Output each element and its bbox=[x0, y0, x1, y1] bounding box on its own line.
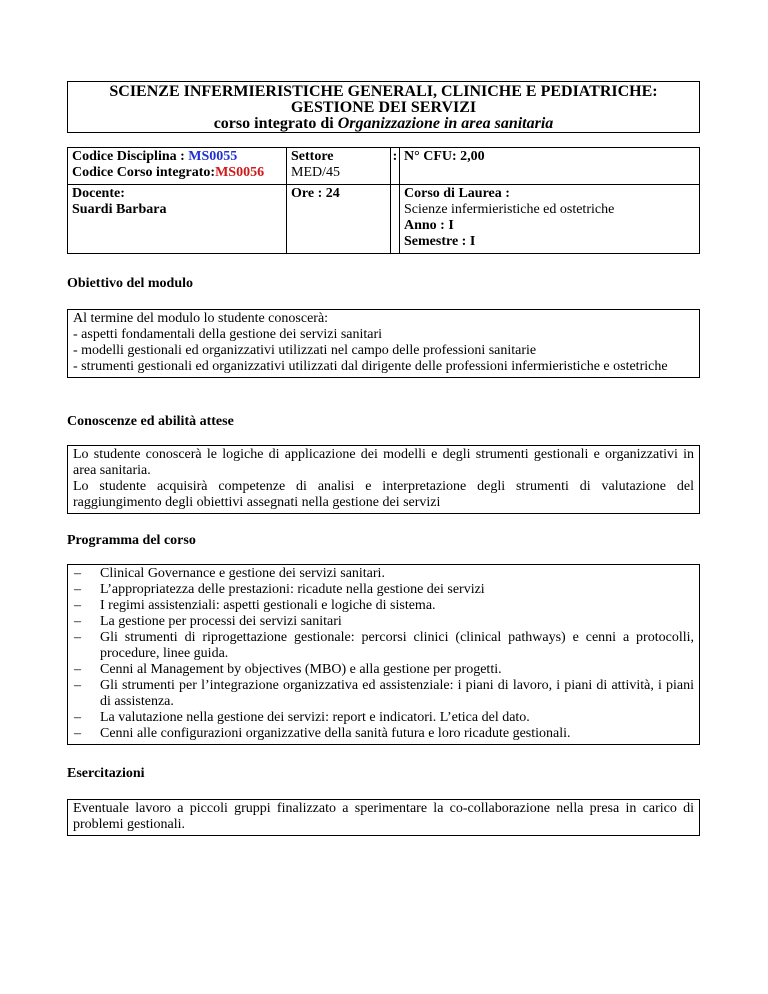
programma-list bbox=[73, 566, 694, 742]
title-line-3-prefix: corso integrato di bbox=[213, 115, 338, 132]
list-item-text: Clinical Governance e gestione dei servizi sanitari. bbox=[100, 566, 385, 581]
conoscenze-title: Conoscenze ed abilità attese bbox=[67, 414, 234, 429]
anno-value: Anno : I bbox=[404, 218, 454, 233]
list-item bbox=[73, 566, 694, 582]
list-item bbox=[73, 598, 694, 614]
list-item-text: Cenni alle configurazioni organizzative della sanità futura e loro ricadute gestionali. bbox=[100, 726, 571, 741]
esercitazioni-text: Eventuale lavoro a piccoli gruppi finalizzato a sperimentare la co-collaborazione nella presa in carico di problemi gestionali. bbox=[73, 801, 694, 832]
list-item-text: Gli strumenti per l’integrazione organizzativa ed assistenziale: i piani di lavoro, i piani di attività, i piani di assistenza. bbox=[100, 678, 694, 709]
dash-bullet: – bbox=[74, 598, 81, 613]
docente-cell bbox=[68, 185, 287, 254]
list-item bbox=[73, 614, 694, 630]
dash-bullet: – bbox=[74, 614, 81, 629]
settore-cell bbox=[287, 148, 391, 185]
corso-laurea-label: Corso di Laurea : bbox=[404, 186, 510, 201]
info-row-codes bbox=[68, 148, 700, 185]
corso-laurea-value: Scienze infermieristiche ed ostetriche bbox=[404, 202, 615, 217]
dash-bullet: – bbox=[74, 710, 81, 725]
dash-bullet: – bbox=[74, 726, 81, 741]
list-item-text: La gestione per processi dei servizi sanitari bbox=[100, 614, 342, 629]
obiettivo-line: Al termine del modulo lo studente conoscerà: bbox=[73, 311, 329, 326]
title-line-1: SCIENZE INFERMIERISTICHE GENERALI, CLINICHE E PEDIATRICHE: bbox=[109, 83, 658, 100]
title-line-3 bbox=[68, 116, 699, 132]
list-item-text: I regimi assistenziali: aspetti gestionali e logiche di sistema. bbox=[100, 598, 436, 613]
settore-value: MED/45 bbox=[291, 165, 340, 180]
semestre-value: Semestre : I bbox=[404, 234, 476, 249]
conoscenze-box bbox=[67, 445, 700, 514]
codes-cell bbox=[68, 148, 287, 185]
settore-label: Settore bbox=[291, 149, 334, 164]
obiettivo-line: - strumenti gestionali ed organizzativi utilizzati dal dirigente delle professioni infermieristiche e ostetriche bbox=[73, 359, 668, 374]
list-item bbox=[73, 630, 694, 662]
ore-cell: Ore : 24 bbox=[287, 185, 391, 254]
programma-title: Programma del corso bbox=[67, 533, 196, 548]
list-item-text: Gli strumenti di riprogettazione gestionale: percorsi clinici (clinical pathways) e cenni a protocolli, procedure, linee guida. bbox=[100, 630, 694, 661]
esercitazioni-box bbox=[67, 799, 700, 836]
list-item-text: L’appropriatezza delle prestazioni: ricadute nella gestione dei servizi bbox=[100, 582, 485, 597]
cfu-cell: N° CFU: 2,00 bbox=[400, 148, 700, 185]
course-info-table bbox=[67, 147, 700, 254]
dash-bullet: – bbox=[74, 566, 81, 581]
dash-bullet: – bbox=[74, 582, 81, 597]
list-item bbox=[73, 678, 694, 710]
dash-bullet: – bbox=[74, 678, 81, 693]
esercitazioni-title: Esercitazioni bbox=[67, 766, 145, 781]
dash-bullet: – bbox=[74, 630, 81, 645]
separator-cell: : bbox=[391, 148, 400, 185]
obiettivo-line: - aspetti fondamentali della gestione dei servizi sanitari bbox=[73, 327, 383, 342]
codice-disciplina-value: MS0055 bbox=[188, 149, 238, 164]
conoscenze-paragraph: Lo studente acquisirà competenze di analisi e interpretazione degli strumenti di valutazione del raggiungimento degli obiettivi assegnati nella gestione dei servizi bbox=[73, 479, 694, 510]
title-line-2: GESTIONE DEI SERVIZI bbox=[290, 99, 477, 116]
list-item bbox=[73, 662, 694, 678]
obiettivo-box bbox=[67, 309, 700, 378]
conoscenze-paragraph: Lo studente conoscerà le logiche di applicazione dei modelli e degli strumenti gestionali e organizzativi in area sanitaria. bbox=[73, 447, 694, 478]
empty-cell bbox=[391, 185, 400, 254]
codice-disciplina-label: Codice Disciplina : bbox=[72, 149, 189, 164]
codice-corso-label: Codice Corso integrato: bbox=[72, 165, 216, 180]
docente-label: Docente: bbox=[72, 186, 125, 201]
list-item-text: Cenni al Management by objectives (MBO) e alla gestione per progetti. bbox=[100, 662, 502, 677]
course-title-box bbox=[67, 81, 700, 133]
list-item bbox=[73, 726, 694, 742]
corso-laurea-cell bbox=[400, 185, 700, 254]
obiettivo-title: Obiettivo del modulo bbox=[67, 276, 194, 291]
list-item-text: La valutazione nella gestione dei servizi: report e indicatori. L’etica del dato. bbox=[100, 710, 530, 725]
list-item bbox=[73, 582, 694, 598]
dash-bullet: – bbox=[74, 662, 81, 677]
info-row-docente bbox=[68, 185, 700, 254]
programma-box bbox=[67, 564, 700, 745]
title-line-3-course: Organizzazione in area sanitaria bbox=[337, 115, 554, 132]
list-item bbox=[73, 710, 694, 726]
codice-corso-value: MS0056 bbox=[215, 165, 265, 180]
obiettivo-line: - modelli gestionali ed organizzativi utilizzati nel campo delle professioni sanitarie bbox=[73, 343, 537, 358]
docente-name: Suardi Barbara bbox=[72, 202, 167, 217]
